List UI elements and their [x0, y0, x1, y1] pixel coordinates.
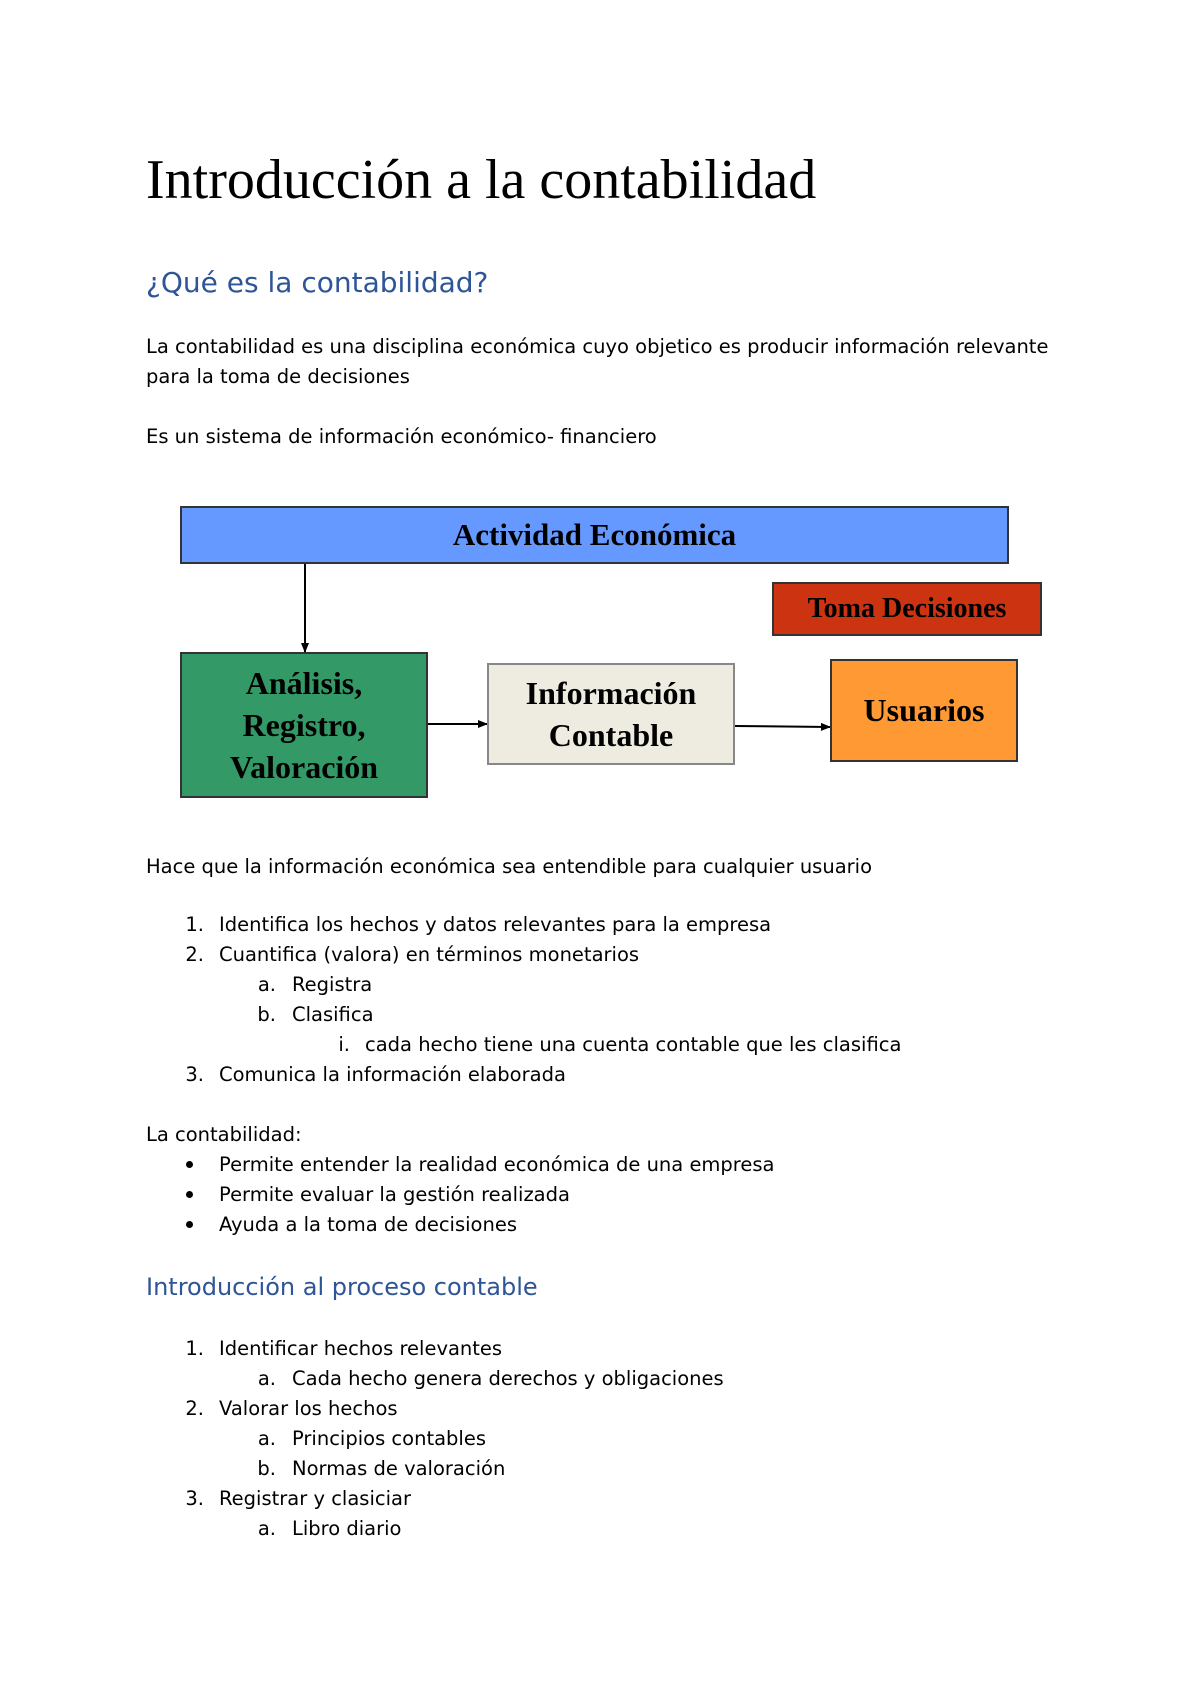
box-usuarios: Usuarios	[830, 659, 1018, 762]
list-marker: 1.	[185, 913, 204, 936]
analisis-line-1: Análisis,	[245, 665, 363, 701]
paragraph-sistema: Es un sistema de información económico- financiero	[146, 425, 657, 448]
list-item: Registra	[292, 973, 373, 996]
paragraph-definition-line2: para la toma de decisiones	[146, 365, 410, 388]
list-item: Identifica los hechos y datos relevantes para la empresa	[219, 913, 772, 936]
paragraph-la-contabilidad: La contabilidad:	[146, 1123, 302, 1146]
list-marker: a.	[257, 973, 276, 996]
box-informacion-contable	[487, 663, 735, 765]
info-line-2: Contable	[548, 717, 674, 753]
list-marker: b.	[257, 1003, 276, 1026]
paragraph-definition-line1: La contabilidad es una disciplina económica cuyo objetico es producir información relevante	[146, 335, 1049, 358]
bullet-item: Permite entender la realidad económica de una empresa	[219, 1153, 775, 1176]
arrow-info-to-usuarios	[735, 726, 830, 727]
list-marker: 2.	[185, 943, 204, 966]
section-heading-que-es: ¿Qué es la contabilidad?	[146, 266, 489, 299]
list-item: Valorar los hechos	[219, 1397, 398, 1420]
analisis-line-2: Registro,	[242, 707, 366, 743]
list-item: Libro diario	[292, 1517, 402, 1540]
list-marker: 3.	[185, 1487, 204, 1510]
box-toma-decisiones: Toma Decisiones	[772, 582, 1042, 636]
list-marker: 2.	[185, 1397, 204, 1420]
list-marker: a.	[257, 1427, 276, 1450]
list-item: Normas de valoración	[292, 1457, 506, 1480]
bullet-icon	[186, 1221, 193, 1228]
analisis-line-3: Valoración	[229, 749, 379, 785]
bullet-icon	[186, 1191, 193, 1198]
list-marker: a.	[257, 1367, 276, 1390]
list-item: cada hecho tiene una cuenta contable que les clasifica	[365, 1033, 902, 1056]
list-item: Clasifica	[292, 1003, 374, 1026]
box-actividad-economica: Actividad Económica	[180, 506, 1009, 564]
list-item: Cuantifica (valora) en términos monetarios	[219, 943, 640, 966]
paragraph-entendible: Hace que la información económica sea entendible para cualquier usuario	[146, 855, 873, 878]
list-item: Comunica la información elaborada	[219, 1063, 566, 1086]
list-marker: b.	[257, 1457, 276, 1480]
info-line-1: Información	[525, 675, 697, 711]
list-item: Principios contables	[292, 1427, 486, 1450]
box-analisis-registro-valoracion	[180, 652, 428, 798]
list-marker: 3.	[185, 1063, 204, 1086]
bullet-item: Permite evaluar la gestión realizada	[219, 1183, 570, 1206]
bullet-icon	[186, 1161, 193, 1168]
list-item: Cada hecho genera derechos y obligaciones	[292, 1367, 724, 1390]
list-marker: 1.	[185, 1337, 204, 1360]
list-marker: a.	[257, 1517, 276, 1540]
list-item: Identificar hechos relevantes	[219, 1337, 503, 1360]
section-heading-proceso-contable: Introducción al proceso contable	[146, 1273, 538, 1301]
page-title: Introducción a la contabilidad	[146, 149, 817, 211]
list-item: Registrar y clasiciar	[219, 1487, 411, 1510]
list-marker: i.	[338, 1033, 350, 1056]
bullet-item: Ayuda a la toma de decisiones	[219, 1213, 517, 1236]
